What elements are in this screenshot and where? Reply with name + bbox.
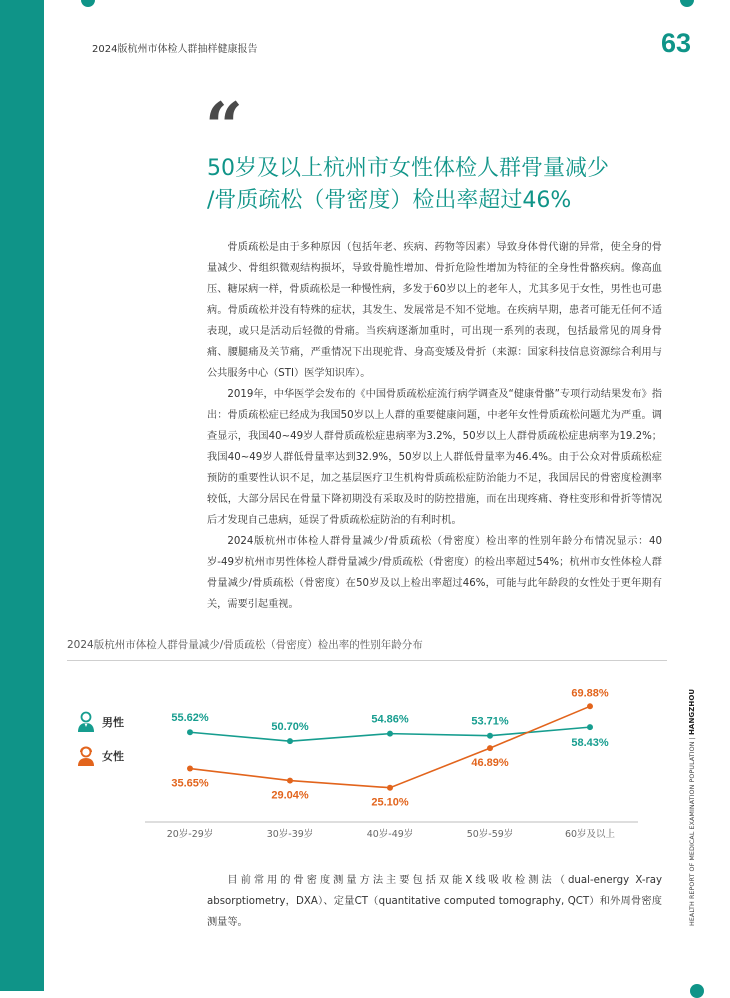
male-point-2 [287, 738, 293, 744]
female-data-label-4: 46.89% [471, 757, 509, 770]
male-series [171, 712, 609, 749]
side-city: HANGZHOU [688, 688, 696, 736]
side-running-title: HEALTH REPORT OF MEDICAL EXAMINATION POPULATION | HANGZHOU [688, 688, 696, 926]
female-data-label-2: 29.04% [271, 789, 309, 802]
female-data-label-1: 35.65% [171, 777, 209, 790]
headline-line-2: /骨质疏松（骨密度）检出率超过46% [207, 188, 572, 213]
footer-paragraph: 目前常用的骨密度测量方法主要包括双能X线吸收检测法（dual-energy X-ray absorptiometry，DXA）、定量CT（quantitative computed tomography, QCT）和外周骨密度测量等。 [207, 875, 662, 928]
female-series [171, 687, 609, 808]
headline-line-1: 50岁及以上杭州市女性体检人群骨量减少 [207, 156, 609, 181]
legend-male-label: 男性 [102, 716, 124, 729]
male-data-label-3: 54.86% [371, 713, 409, 726]
page-number: 63 [661, 28, 692, 58]
legend-female-label: 女性 [102, 750, 124, 763]
male-point-1 [187, 729, 193, 735]
male-point-5 [587, 724, 593, 730]
female-point-4 [487, 745, 493, 751]
paragraph-2: 2019年，中华医学会发布的《中国骨质疏松症流行病学调查及“健康骨骼”专项行动结果发布》指出：骨质疏松症已经成为我国50岁以上人群的重要健康问题，中老年女性骨质疏松问题尤为严重。调查显示，我国40~49岁人群骨质疏松症患病率为3.2%，50岁以上人群骨质疏松症患病率为19.2%；我国40~49岁人群低骨量率达到32.9%，50岁以上人群低骨量率为46.4%。由于公众对骨质疏松症预防的重要性认识不足，加之基层医疗卫生机构骨质疏松症防治能力不足，我国居民的骨密度检测率较低，大部分居民在骨量下降初期没有采取及时的防控措施，而在出现疼痛、脊柱变形和骨折等情况后才发现自己患病，延误了骨质疏松症防治的有利时机。 [207, 389, 662, 526]
paragraph-1: 骨质疏松是由于多种原因（包括年老、疾病、药物等因素）导致身体骨代谢的异常，使全身的骨量减少、骨组织微观结构损坏，导致骨脆性增加、骨折危险性增加为特征的全身性骨骼疾病。像高血压、糖尿病一样，骨质疏松是一种慢性病，多发于60岁以上的老年人，尤其多见于女性，男性也可患病。骨质疏松并没有特殊的症状，其发生、发展常是不知不觉地。在疾病早期，患者可能无任何不适表现，或只是活动后轻微的骨痛。当疾病逐渐加重时，可出现一系列的表现，包括最常见的周身骨痛、腰腿痛及关节痛，严重情况下出现驼背、身高变矮及骨折（来源：国家科技信息资源综合利用与公共服务中心（STI）医学知识库）。 [207, 242, 662, 379]
male-point-4 [487, 733, 493, 739]
male-data-label-5: 58.43% [571, 737, 609, 750]
male-point-3 [387, 731, 393, 737]
x-tick-label-2: 30岁-39岁 [266, 829, 314, 840]
female-point-3 [387, 785, 393, 791]
female-point-2 [287, 778, 293, 784]
chart-title: 2024版杭州市体检人群骨量减少/骨质疏松（骨密度）检出率的性别年龄分布 [67, 639, 423, 651]
paragraph-3: 2024版杭州市体检人群骨量减少/骨质疏松（骨密度）检出率的性别年龄分布情况显示：40岁-49岁杭州市男性体检人群骨量减少/骨质疏松（骨密度）的检出率超过54%；杭州市女性体检人群骨量减少/骨质疏松（骨密度）在50岁及以上检出率超过46%，可能与此年龄段的女性处于更年期有关，需要引起重视。 [207, 536, 662, 610]
x-tick-label-3: 40岁-49岁 [366, 829, 414, 840]
side-subtitle: HEALTH REPORT OF MEDICAL EXAMINATION POPULATION [689, 741, 696, 926]
female-data-label-5: 69.88% [571, 687, 609, 700]
x-tick-label-1: 20岁-29岁 [166, 829, 214, 840]
footer-text [207, 870, 662, 933]
female-point-1 [187, 766, 193, 772]
quote-mark-icon: “ [205, 88, 243, 166]
male-data-label-4: 53.71% [471, 715, 509, 728]
report-title: 2024版杭州市体检人群抽样健康报告 [92, 44, 258, 55]
x-tick-labels [167, 828, 616, 840]
male-data-label-2: 50.70% [271, 721, 309, 734]
female-point-5 [587, 703, 593, 709]
x-tick-label-4: 50岁-59岁 [466, 829, 514, 840]
x-tick-label-5: 60岁及以上 [564, 829, 616, 840]
male-data-label-1: 55.62% [171, 712, 209, 725]
female-data-label-3: 25.10% [371, 796, 409, 809]
